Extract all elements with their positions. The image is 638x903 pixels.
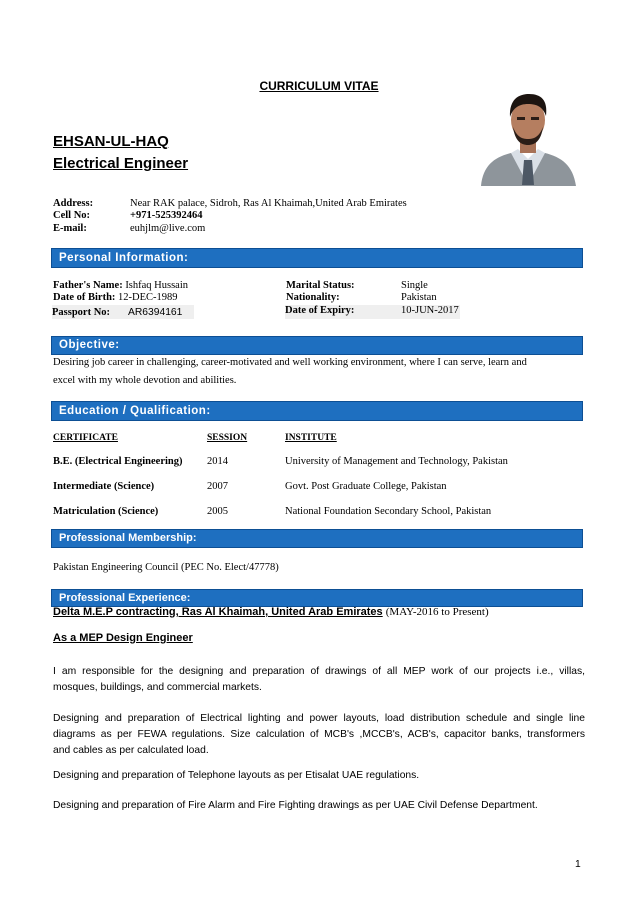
education-row-2-certificate: Intermediate (Science): [53, 481, 155, 492]
experience-paragraph-1-line-1: I am responsible for the designing and preparation of drawings of all MEP work of our projects i.e., villas,: [53, 666, 585, 677]
objective-line-2: excel with my whole devotion and abilities.: [53, 375, 237, 386]
nationality-row: [286, 292, 437, 303]
passport-value: AR6394161: [128, 307, 183, 318]
father-name-label: Father's Name:: [53, 280, 123, 291]
page-number: 1: [575, 859, 581, 870]
dob-value: 12-DEC-1989: [118, 292, 178, 303]
marital-value: Single: [401, 280, 428, 291]
candidate-role: Electrical Engineer: [53, 155, 189, 172]
education-row-1-session: 2014: [207, 456, 228, 467]
email-label: E-mail:: [53, 223, 87, 234]
experience-paragraph-2-line-2: diagrams as per FEWA regulations. Size calculation of MCB's ,MCCB's, ACB's, capacitor banks, transformers: [53, 729, 585, 740]
address-label: Address:: [53, 198, 94, 209]
expiry-row: [285, 305, 460, 319]
education-header-institute: INSTITUTE: [285, 433, 337, 443]
candidate-name: EHSAN-UL-HAQ: [53, 133, 169, 150]
section-education: Education / Qualification:: [51, 401, 583, 421]
dob-label: Date of Birth:: [53, 292, 116, 303]
marital-row: [286, 280, 428, 291]
section-professional-experience: Professional Experience:: [51, 589, 583, 607]
experience-position: As a MEP Design Engineer: [53, 632, 193, 644]
address-value: Near RAK palace, Sidroh, Ras Al Khaimah,United Arab Emirates: [130, 198, 407, 209]
cell-label: Cell No:: [53, 210, 91, 221]
experience-paragraph-3: Designing and preparation of Telephone layouts as per Etisalat UAE regulations.: [53, 770, 420, 781]
education-row-1-certificate: B.E. (Electrical Engineering): [53, 456, 183, 467]
address-row: [53, 198, 407, 209]
passport-label: Passport No:: [52, 307, 111, 318]
nationality-label: Nationality:: [286, 292, 340, 303]
document-title: CURRICULUM VITAE: [259, 79, 379, 93]
father-name-value: Ishfaq Hussain: [125, 280, 189, 291]
cell-row: [53, 210, 202, 221]
education-header-session: SESSION: [207, 433, 248, 443]
passport-row: [52, 305, 194, 319]
experience-paragraph-2-line-1: Designing and preparation of Electrical lighting and power layouts, load distribution schedule and single line: [53, 713, 585, 724]
profile-photo: [473, 85, 584, 186]
father-name-row: [53, 280, 188, 291]
experience-period: (MAY-2016 to Present): [385, 606, 489, 618]
email-row: [53, 223, 205, 234]
dob-row: [53, 292, 178, 303]
membership-text: Pakistan Engineering Council (PEC No. Elect/47778): [53, 562, 279, 573]
section-objective: Objective:: [51, 336, 583, 355]
section-personal-information: Personal Information:: [51, 248, 583, 268]
experience-paragraph-4: Designing and preparation of Fire Alarm and Fire Fighting drawings as per UAE Civil Defense Department.: [53, 800, 538, 811]
marital-label: Marital Status:: [286, 280, 355, 291]
experience-paragraph-1-line-2: mosques, buildings, and commercial markets.: [53, 682, 262, 693]
section-professional-membership: Professional Membership:: [51, 529, 583, 548]
education-row-3-institute: National Foundation Secondary School, Pakistan: [285, 506, 492, 517]
expiry-value: 10-JUN-2017: [401, 305, 459, 316]
objective-line-1: Desiring job career in challenging, career-motivated and well working environment, where I can serve, learn and: [53, 357, 527, 368]
education-row-3-certificate: Matriculation (Science): [53, 506, 159, 517]
email-value[interactable]: euhjlm@live.com: [130, 223, 206, 234]
education-header-certificate: CERTIFICATE: [53, 433, 118, 443]
cell-value: +971-525392464: [130, 210, 203, 221]
education-row-2-session: 2007: [207, 481, 228, 492]
experience-company: Delta M.E.P contracting, Ras Al Khaimah, United Arab Emirates: [53, 606, 383, 618]
experience-company-row: [53, 606, 489, 618]
education-row-3-session: 2005: [207, 506, 228, 517]
expiry-label: Date of Expiry:: [285, 305, 355, 316]
education-row-2-institute: Govt. Post Graduate College, Pakistan: [285, 481, 447, 492]
education-row-1-institute: University of Management and Technology, Pakistan: [285, 456, 508, 467]
experience-paragraph-2-line-3: and cables as per calculated load.: [53, 745, 209, 756]
nationality-value: Pakistan: [401, 292, 437, 303]
